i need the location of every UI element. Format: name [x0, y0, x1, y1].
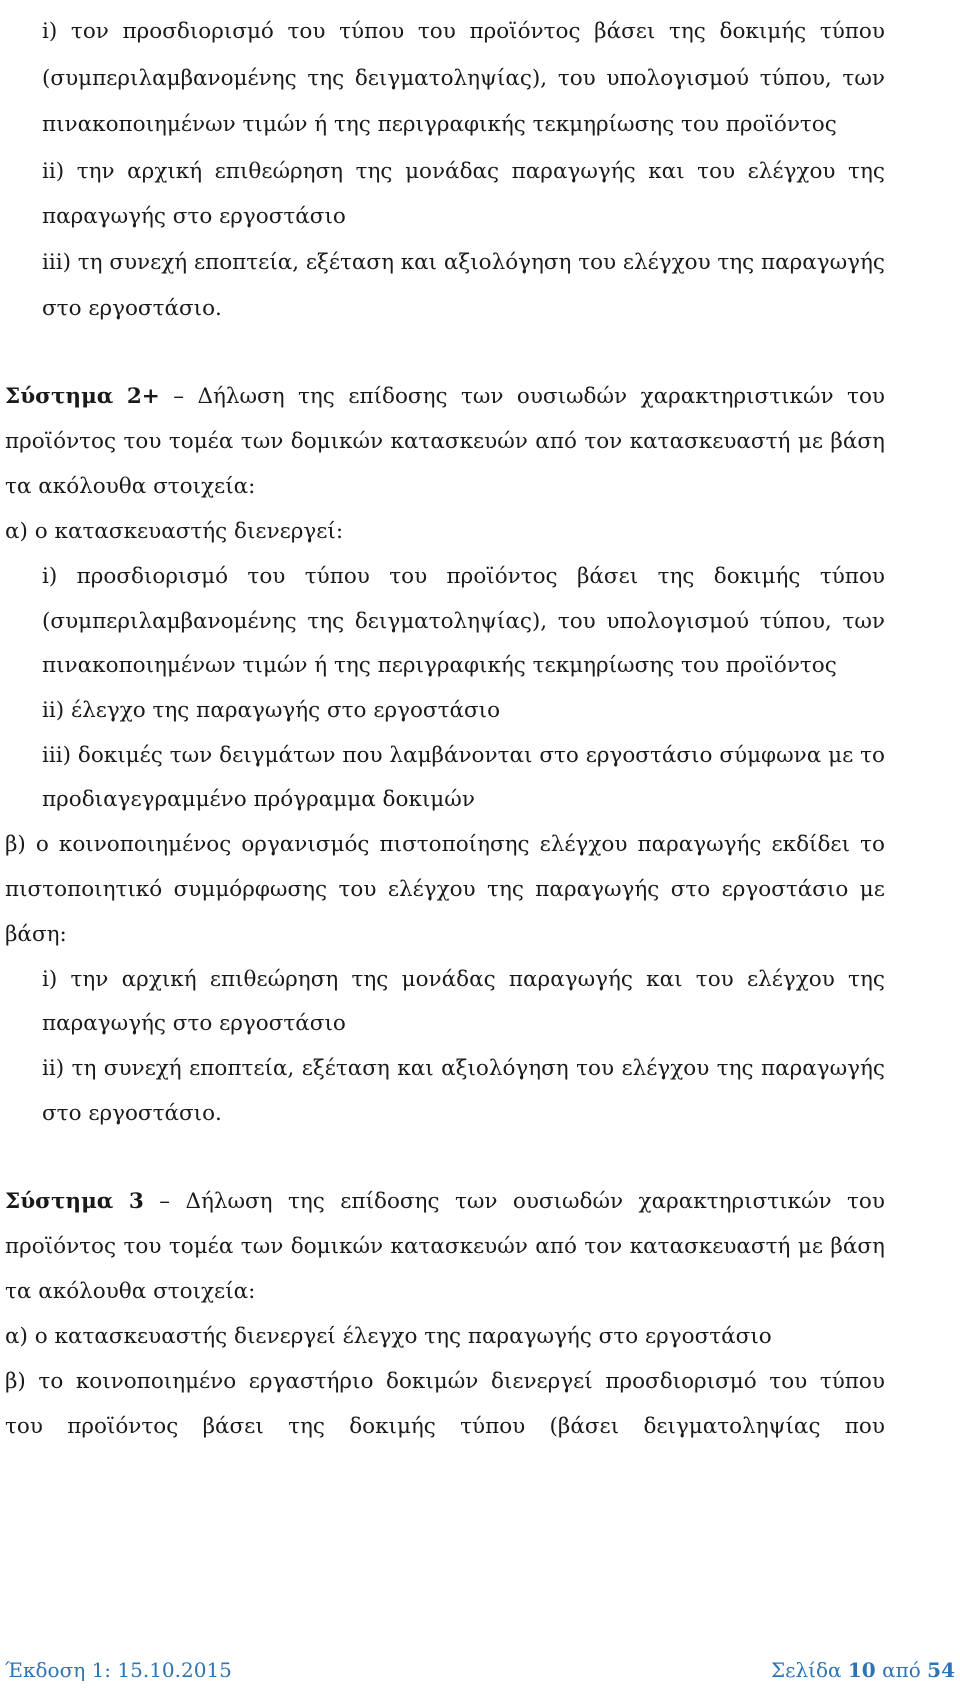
text-line: του προϊόντος βάσει της δοκιμής τύπου (βάσει δειγματοληψίας που [5, 1414, 885, 1439]
section-heading-title: 2+ [126, 384, 160, 409]
text-line: προϊόντος του τομέα των δομικών κατασκευών από τον κατασκευαστή με βάση [5, 429, 885, 454]
text-line: i) τον προσδιορισμό του τύπου του προϊόντος βάσει της δοκιμής τύπου [42, 19, 885, 44]
text-line: πινακοποιημένων τιμών ή της περιγραφικής τεκμηρίωσης του προϊόντος [42, 653, 837, 678]
text-line: τα ακόλουθα στοιχεία: [5, 474, 256, 499]
text-line: (συμπεριλαμβανομένης της δειγματοληψίας), του υπολογισμού τύπου, των [42, 66, 885, 91]
text-line: α) ο κατασκευαστής διενεργεί: [5, 519, 344, 544]
text-line: προϊόντος του τομέα των δομικών κατασκευών από τον κατασκευαστή με βάση [5, 1234, 885, 1259]
text-line: i) την αρχική επιθεώρηση της μονάδας παραγωγής και του ελέγχου της [42, 967, 885, 992]
section-heading-title: 3 [128, 1189, 144, 1214]
section-heading: Σύστημα 3 – Δήλωση της επίδοσης των ουσιωδών χαρακτηριστικών του [0, 1178, 960, 1226]
text-line: παραγωγής στο εργοστάσιο [42, 1011, 346, 1036]
section-heading: Σύστημα 2+ – Δήλωση της επίδοσης των ουσιωδών χαρακτηριστικών του [0, 373, 960, 421]
page-total: 54 [927, 1658, 955, 1682]
text-line: α) ο κατασκευαστής διενεργεί έλεγχο της παραγωγής στο εργοστάσιο [5, 1324, 772, 1349]
text-line: ii) έλεγχο της παραγωγής στο εργοστάσιο [42, 698, 501, 723]
text-line: πινακοποιημένων τιμών ή της περιγραφικής τεκμηρίωσης του προϊόντος [42, 112, 837, 137]
section-heading-title: Σύστημα [5, 384, 114, 409]
text-line: τα ακόλουθα στοιχεία: [5, 1279, 256, 1304]
text-line: (συμπεριλαμβανομένης της δειγματοληψίας), του υπολογισμού τύπου, των [42, 609, 885, 634]
text-line: στο εργοστάσιο. [42, 1101, 222, 1126]
text-line: παραγωγής στο εργοστάσιο [42, 204, 346, 229]
section-heading-title: Σύστημα [5, 1189, 114, 1214]
text-line: προδιαγεγραμμένο πρόγραμμα δοκιμών [42, 787, 475, 812]
text-line: ii) τη συνεχή εποπτεία, εξέταση και αξιολόγηση του ελέγχου της παραγωγής [42, 1056, 885, 1081]
page-footer [0, 1654, 960, 1686]
text-line: iii) τη συνεχή εποπτεία, εξέταση και αξιολόγηση του ελέγχου της παραγωγής [42, 250, 885, 275]
page-label: Σελίδα [770, 1658, 842, 1682]
text-line: β) το κοινοποιημένο εργαστήριο δοκιμών διενεργεί προσδιορισμό του τύπου [5, 1369, 885, 1394]
edition-date: Έκδοση 1: 15.10.2015 [5, 1658, 232, 1682]
text-line: βάση: [5, 922, 67, 947]
text-line: i) προσδιορισμό του τύπου του προϊόντος βάσει της δοκιμής τύπου [42, 564, 885, 589]
text-line: πιστοποιητικό συμμόρφωσης του ελέγχου της παραγωγής στο εργοστάσιο με [5, 877, 885, 902]
text-line: β) ο κοινοποιημένος οργανισμός πιστοποίησης ελέγχου παραγωγής εκδίδει το [5, 832, 885, 857]
text-line: ii) την αρχική επιθεώρηση της μονάδας παραγωγής και του ελέγχου της [42, 159, 885, 184]
page-indicator [771, 1654, 955, 1686]
text-line: iii) δοκιμές των δειγμάτων που λαμβάνονται στο εργοστάσιο σύμφωνα με το [42, 743, 885, 768]
page-number: 10 [847, 1658, 876, 1682]
page-of-label: από [882, 1658, 921, 1682]
text-line: στο εργοστάσιο. [42, 296, 222, 321]
